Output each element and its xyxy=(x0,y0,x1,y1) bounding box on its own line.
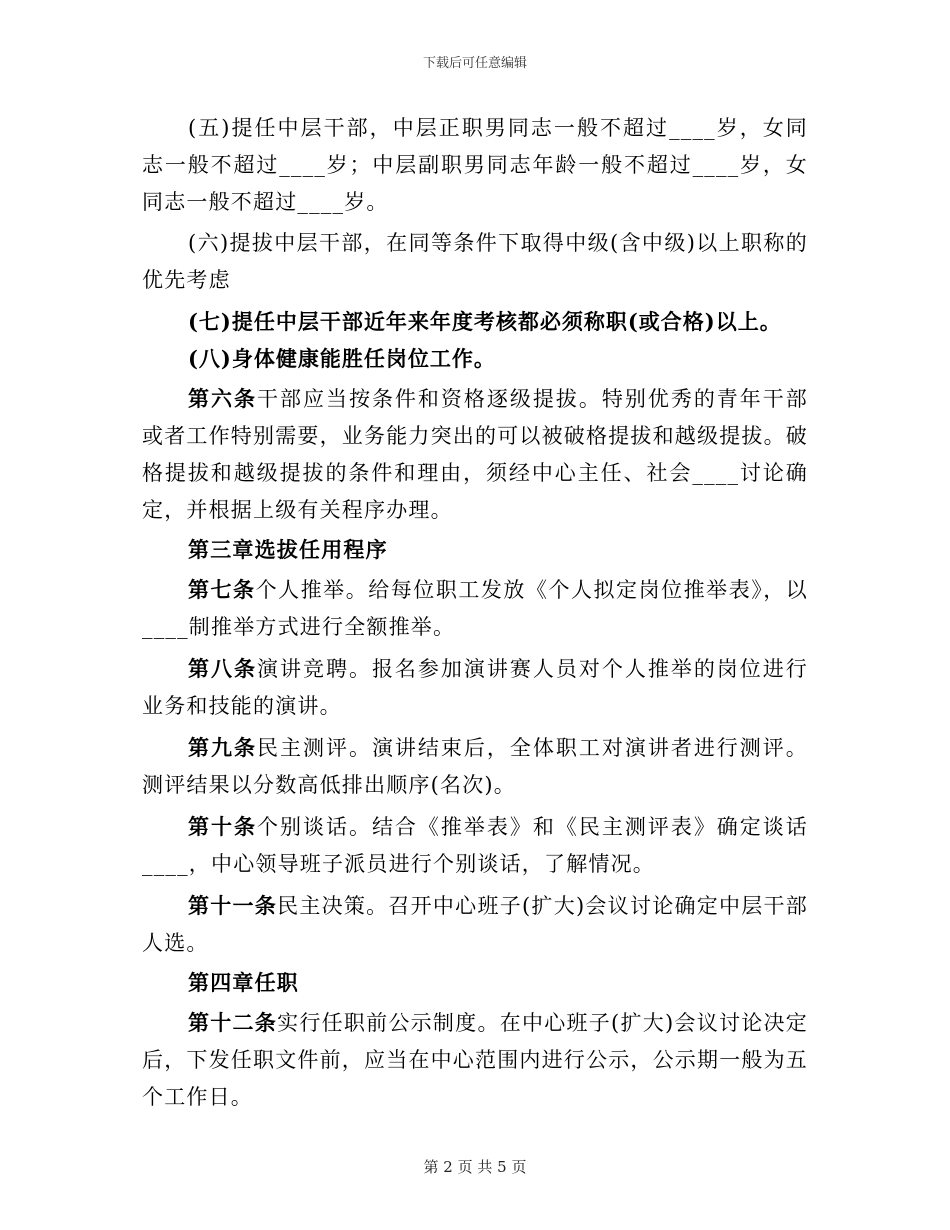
article-10 xyxy=(142,808,808,883)
article-9-lead: 第九条 xyxy=(188,735,257,760)
article-8-text: 演讲竞聘。报名参加演讲赛人员对个人推举的岗位进行业务和技能的演讲。 xyxy=(142,657,808,718)
article-7-text: 个人推举。给每位职工发放《个人拟定岗位推举表》，以____制推举方式进行全额推举。 xyxy=(142,578,808,639)
article-6-text: 干部应当按条件和资格逐级提拔。特别优秀的青年干部或者工作特别需要，业务能力突出的可以被破格提拔和越级提拔。破格提拔和越级提拔的条件和理由，须经中心主任、社会____讨论确定，并根据上级有关程序办理。 xyxy=(142,387,808,522)
article-11-lead: 第十一条 xyxy=(188,893,278,918)
chapter-3-heading: 第三章选拔任用程序 xyxy=(188,537,388,562)
paragraph-item-5: (五)提任中层干部，中层正职男同志一般不超过____岁，女同志一般不超过____岁；中层副职男同志年龄一般不超过____岁，女同志一般不超过____岁。 xyxy=(142,116,808,214)
article-12-text: 实行任职前公示制度。在中心班子(扩大)会议讨论决定后，下发任职文件前，应当在中心范围内进行公示，公示期一般为五个工作日。 xyxy=(142,1011,808,1109)
article-11 xyxy=(142,887,808,962)
article-9-text: 民主测评。演讲结束后，全体职工对演讲者进行测评。测评结果以分数高低排出顺序(名次)。 xyxy=(142,736,808,797)
article-12 xyxy=(142,1004,808,1116)
article-11-text: 民主决策。召开中心班子(扩大)会议讨论确定中层干部人选。 xyxy=(142,894,808,955)
article-7 xyxy=(142,571,808,646)
article-8 xyxy=(142,650,808,725)
article-9 xyxy=(142,729,808,804)
article-12-lead: 第十二条 xyxy=(188,1010,278,1035)
paragraph-item-8: (八)身体健康能胜任岗位工作。 xyxy=(188,346,496,371)
article-6-lead: 第六条 xyxy=(188,386,257,411)
page-header: 下载后可任意编辑 xyxy=(422,56,527,71)
article-7-lead: 第七条 xyxy=(188,577,256,602)
paragraph-item-6: (六)提拔中层干部，在同等条件下取得中级(含中级)以上职称的优先考虑 xyxy=(142,231,808,292)
paragraph-item-7: (七)提任中层干部近年来年度考核都必须称职(或合格)以上。 xyxy=(188,309,782,334)
article-10-text: 个别谈话。结合《推举表》和《民主测评表》确定谈话____，中心领导班子派员进行个别谈话，了解情况。 xyxy=(142,815,808,876)
article-8-lead: 第八条 xyxy=(188,656,257,681)
page-footer: 第 2 页 共 5 页 xyxy=(423,1158,527,1176)
article-6 xyxy=(142,380,808,529)
article-10-lead: 第十条 xyxy=(188,814,257,839)
document-body xyxy=(142,110,808,1116)
chapter-4-heading: 第四章任职 xyxy=(188,970,299,995)
